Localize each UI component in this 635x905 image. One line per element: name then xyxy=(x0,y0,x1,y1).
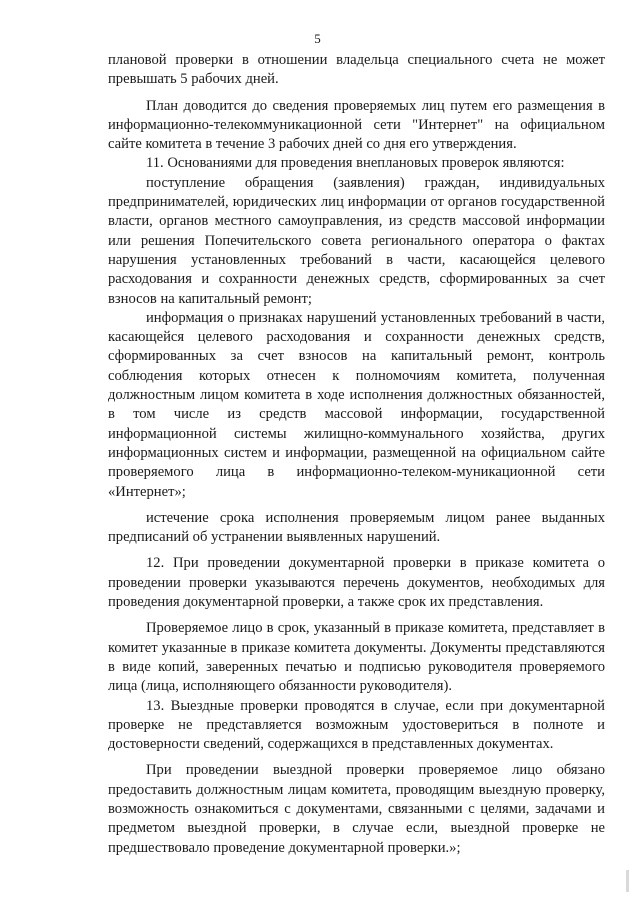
document-body xyxy=(108,51,605,858)
paragraph-plan: План доводится до сведения проверяемых лиц путем его размещения в информационно-телекоммуникационной сети "Интернет" на официальном сайте комитета в течение 3 рабочих дней со дня его утверждения. xyxy=(108,97,605,153)
paragraph-13-obligation: При проведении выездной проверки проверяемое лицо обязано предоставить должностным лицам комитета, проводящим выездную проверку, возможность ознакомиться с документами, связанными с целями, задачами и предметом выездной проверки, в случае если, выездной проверке не предшествовало проведение документарной проверки.»; xyxy=(108,762,605,856)
paragraph-11-item-information: информация о признаках нарушений установленных требований в части, касающейся целевого расходования и сохранности денежных средств, сформированных за счет взносов на капитальный ремонт, контроль соблюдения которых отнесен к полномочиям комитета, полученная должностным лицом комитета в ходе исполнения должностных обязанностей, в том числе из средств массовой информации, государственной информационной системы жилищно-коммунального хозяйства, других информационных систем и информации, размещенной на официальном сайте проверяемого лица в информационно-телеком-муникационной сети «Интернет»; xyxy=(108,309,605,500)
paragraph-12-submission: Проверяемое лицо в срок, указанный в приказе комитета, представляет в комитет указанные в приказе комитета документы. Документы представляются в виде копий, заверенных печатью и подписью руководителя проверяемого лица (лица, исполняющего обязанности руководителя). xyxy=(108,620,605,695)
page-number: 5 xyxy=(314,31,321,46)
scan-edge-mark xyxy=(626,870,629,892)
paragraph-13: 13. Выездные проверки проводятся в случае, если при документарной проверке не представляется возможным удостовериться в полноте и достоверности сведений, содержащихся в представленных документах. xyxy=(108,697,605,753)
paragraph-continuation: плановой проверки в отношении владельца специального счета не может превышать 5 рабочих дней. xyxy=(108,52,605,88)
paragraph-12: 12. При проведении документарной проверки в приказе комитета о проведении проверки указываются перечень документов, необходимых для проведения документарной проверки, а также срок их представления. xyxy=(108,555,605,611)
paragraph-11-item-expiry: истечение срока исполнения проверяемым лицом ранее выданных предписаний об устранении выявленных нарушений. xyxy=(108,509,605,546)
paragraph-11-heading: 11. Основаниями для проведения внеплановых проверок являются: xyxy=(146,155,565,172)
paragraph-11-item-appeal: поступление обращения (заявления) граждан, индивидуальных предпринимателей, юридических лиц информации от органов государственной власти, органов местного самоуправления, из средств массовой информации или решения Попечительского совета регионального оператора о фактах нарушения установленных требований в части, касающейся целевого расходования и сохранности денежных средств, сформированных за счет взносов на капитальный ремонт; xyxy=(108,174,605,307)
